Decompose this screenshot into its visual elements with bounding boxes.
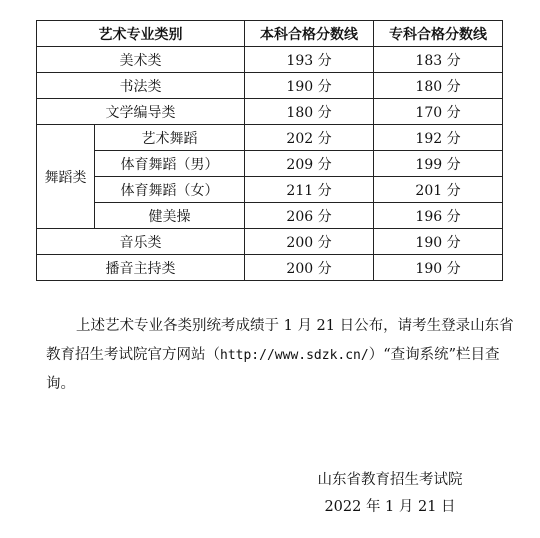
header-undergrad: 本科合格分数线 — [245, 21, 374, 47]
row-undergrad-score: 202 分 — [245, 125, 374, 151]
row-junior-score: 180 分 — [374, 73, 503, 99]
issue-date: 2022 年 1 月 21 日 — [324, 499, 456, 515]
website-link[interactable]: http://www.sdzk.cn/ — [220, 348, 369, 363]
row-junior-score: 190 分 — [374, 229, 503, 255]
row-junior-score: 183 分 — [374, 47, 503, 73]
table-row — [37, 255, 503, 281]
row-junior-score: 201 分 — [374, 177, 503, 203]
row-category: 美术类 — [37, 47, 245, 73]
row-category: 体育舞蹈（女） — [95, 177, 245, 203]
table-row — [37, 151, 503, 177]
row-junior-score: 170 分 — [374, 99, 503, 125]
row-junior-score: 190 分 — [374, 255, 503, 281]
table-row — [37, 203, 503, 229]
announcement-paragraph — [46, 312, 516, 399]
table-header-row — [37, 21, 503, 47]
row-undergrad-score: 193 分 — [245, 47, 374, 73]
header-category: 艺术专业类别 — [37, 21, 245, 47]
dance-group-label: 舞蹈类 — [37, 125, 95, 229]
row-junior-score: 199 分 — [374, 151, 503, 177]
row-undergrad-score: 200 分 — [245, 255, 374, 281]
table-row — [37, 229, 503, 255]
row-junior-score: 196 分 — [374, 203, 503, 229]
row-undergrad-score: 209 分 — [245, 151, 374, 177]
row-category: 体育舞蹈（男） — [95, 151, 245, 177]
table-row — [37, 47, 503, 73]
issuer-name: 山东省教育招生考试院 — [317, 472, 463, 488]
announcement-text-end: ）“查询系统”栏目查询。 — [46, 347, 500, 392]
row-category: 健美操 — [95, 203, 245, 229]
row-category: 书法类 — [37, 73, 245, 99]
row-undergrad-score: 180 分 — [245, 99, 374, 125]
row-undergrad-score: 211 分 — [245, 177, 374, 203]
announcement-text: 上述艺术专业各类别统考成绩于 1 月 21 日公布，请考生登录山东省教育招生考试院官方网站（ — [46, 318, 514, 363]
row-undergrad-score: 190 分 — [245, 73, 374, 99]
table-row — [37, 73, 503, 99]
header-junior: 专科合格分数线 — [374, 21, 503, 47]
row-undergrad-score: 200 分 — [245, 229, 374, 255]
table-row — [37, 99, 503, 125]
row-undergrad-score: 206 分 — [245, 203, 374, 229]
table-row — [37, 125, 503, 151]
row-category: 艺术舞蹈 — [95, 125, 245, 151]
row-junior-score: 192 分 — [374, 125, 503, 151]
table-row — [37, 177, 503, 203]
row-category: 播音主持类 — [37, 255, 245, 281]
row-category: 音乐类 — [37, 229, 245, 255]
score-table — [36, 20, 503, 281]
row-category: 文学编导类 — [37, 99, 245, 125]
